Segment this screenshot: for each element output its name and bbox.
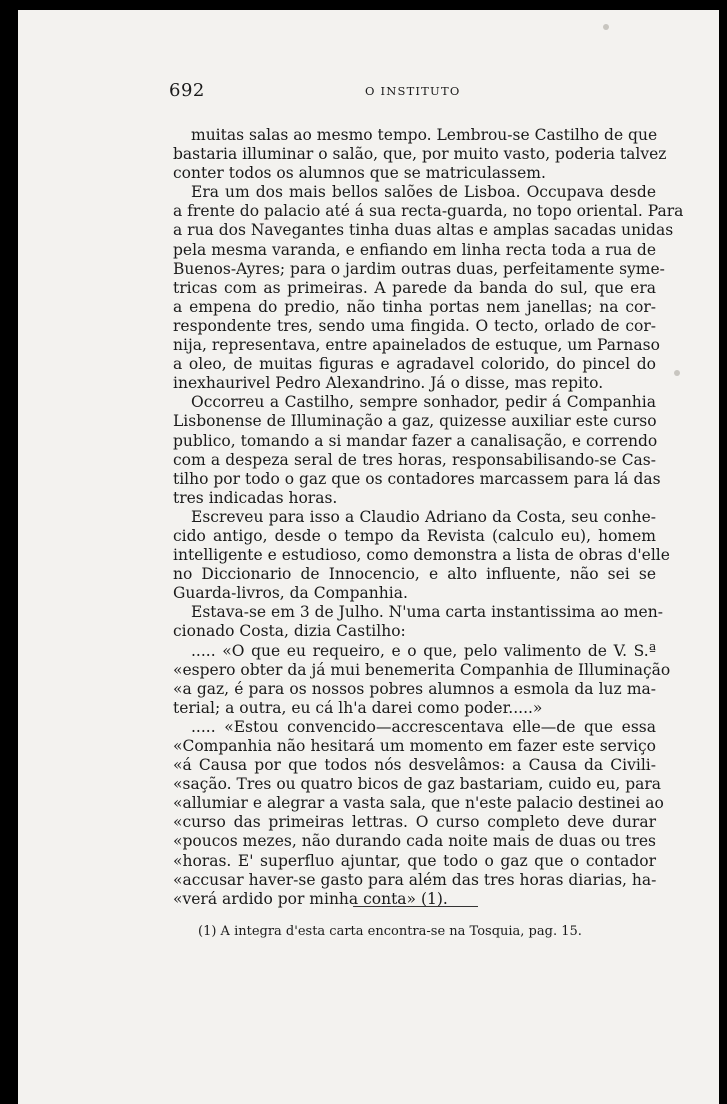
text-line: cido antigo, desde o tempo da Revista (calculo eu), homem (173, 526, 656, 545)
text-line: tres indicadas horas. (173, 488, 338, 507)
text-line: Estava-se em 3 de Julho. N'uma carta instantissima ao men- (191, 603, 663, 622)
text-line: «á Causa por que todos nós desvelâmos: a Causa da Civili- (173, 756, 656, 775)
text-line: Lisbonense de Illuminação a gaz, quizesse auxiliar este curso (173, 412, 657, 431)
text-line: «espero obter da já mui benemerita Companhia de Illuminação (173, 660, 671, 679)
text-line: Buenos-Ayres; para o jardim outras duas, perfeitamente syme- (173, 259, 665, 278)
text-line: terial; a outra, eu cá lh'a darei como poder.....» (173, 698, 543, 717)
text-line: «a gaz, é para os nossos pobres alumnos a esmola da luz ma- (173, 679, 656, 698)
text-line: nija, representava, entre apainelados de estuque, um Parnaso (173, 336, 660, 355)
text-line: «horas. E' superfluo ajuntar, que todo o gaz que o contador (173, 851, 656, 870)
text-line: ..... «Estou convencido—accrescentava elle—de que essa (191, 717, 656, 736)
text-line: «allumiar e alegrar a vasta sala, que n'este palacio destinei ao (173, 794, 664, 813)
text-line: «accusar haver-se gasto para além das tres horas diarias, ha- (173, 870, 657, 889)
footnote-divider (353, 906, 478, 907)
text-line: publico, tomando a si mandar fazer a canalisação, e correndo (173, 431, 658, 450)
text-line: muitas salas ao mesmo tempo. Lembrou-se Castilho de que (191, 126, 658, 144)
text-line: a oleo, de muitas figuras e agradavel colorido, do pincel do (173, 355, 656, 374)
text-line: ..... «O que eu requeiro, e o que, pelo valimento de V. S.ª (191, 641, 656, 660)
text-line: Occorreu a Castilho, sempre sonhador, pedir á Companhia (191, 393, 656, 412)
text-line: a empena do predio, não tinha portas nem janellas; na cor- (173, 297, 656, 316)
text-line: pela mesma varanda, e enfiando em linha recta toda a rua de (173, 240, 656, 259)
paper-speck (603, 24, 609, 30)
text-line: tilho por todo o gaz que os contadores marcassem para lá das (173, 469, 661, 488)
text-line: com a despeza seral de tres horas, responsabilisando-se Cas- (173, 450, 656, 469)
text-line: intelligente e estudioso, como demonstra a lista de obras d'elle (173, 546, 670, 565)
text-line: cionado Costa, dizia Castilho: (173, 622, 406, 641)
running-title: O INSTITUTO (365, 84, 461, 98)
body-text (173, 126, 684, 909)
text-line: Era um dos mais bellos salões de Lisboa. Occupava desde (191, 183, 656, 202)
book-page (18, 10, 719, 1104)
page-number: 692 (169, 80, 205, 101)
text-line: respondente tres, sendo uma fingida. O tecto, orlado de cor- (173, 316, 656, 335)
text-line: «Companhia não hesitará um momento em fazer este serviço (173, 737, 656, 755)
text-line: «sação. Tres ou quatro bicos de gaz bastariam, cuido eu, para (173, 775, 662, 794)
text-line: tricas com as primeiras. A parede da banda do sul, que era (173, 278, 656, 297)
text-line: Escreveu para isso a Claudio Adriano da Costa, seu conhe- (191, 507, 656, 526)
text-line: bastaria illuminar o salão, que, por muito vasto, poderia talvez (173, 145, 667, 164)
footnote: (1) A integra d'esta carta encontra-se na Tosquia, pag. 15. (198, 924, 582, 939)
text-line: a frente do palacio até á sua recta-guarda, no topo oriental. Para (173, 202, 684, 221)
page-header (169, 80, 649, 106)
text-line: conter todos os alumnos que se matriculassem. (173, 164, 546, 183)
text-line: no Diccionario de Innocencio, e alto influente, não sei se (173, 565, 656, 584)
text-line: Guarda-livros, da Companhia. (173, 584, 408, 603)
text-line: «verá ardido por minha conta» (1). (173, 889, 448, 908)
text-line: inexhaurivel Pedro Alexandrino. Já o disse, mas repito. (173, 374, 604, 393)
text-line: «curso das primeiras lettras. O curso completo deve durar (173, 813, 656, 832)
text-line: a rua dos Navegantes tinha duas altas e amplas sacadas unidas (173, 221, 674, 240)
paper-speck (674, 370, 680, 376)
text-line: «poucos mezes, não durando cada noite mais de duas ou tres (173, 832, 656, 851)
